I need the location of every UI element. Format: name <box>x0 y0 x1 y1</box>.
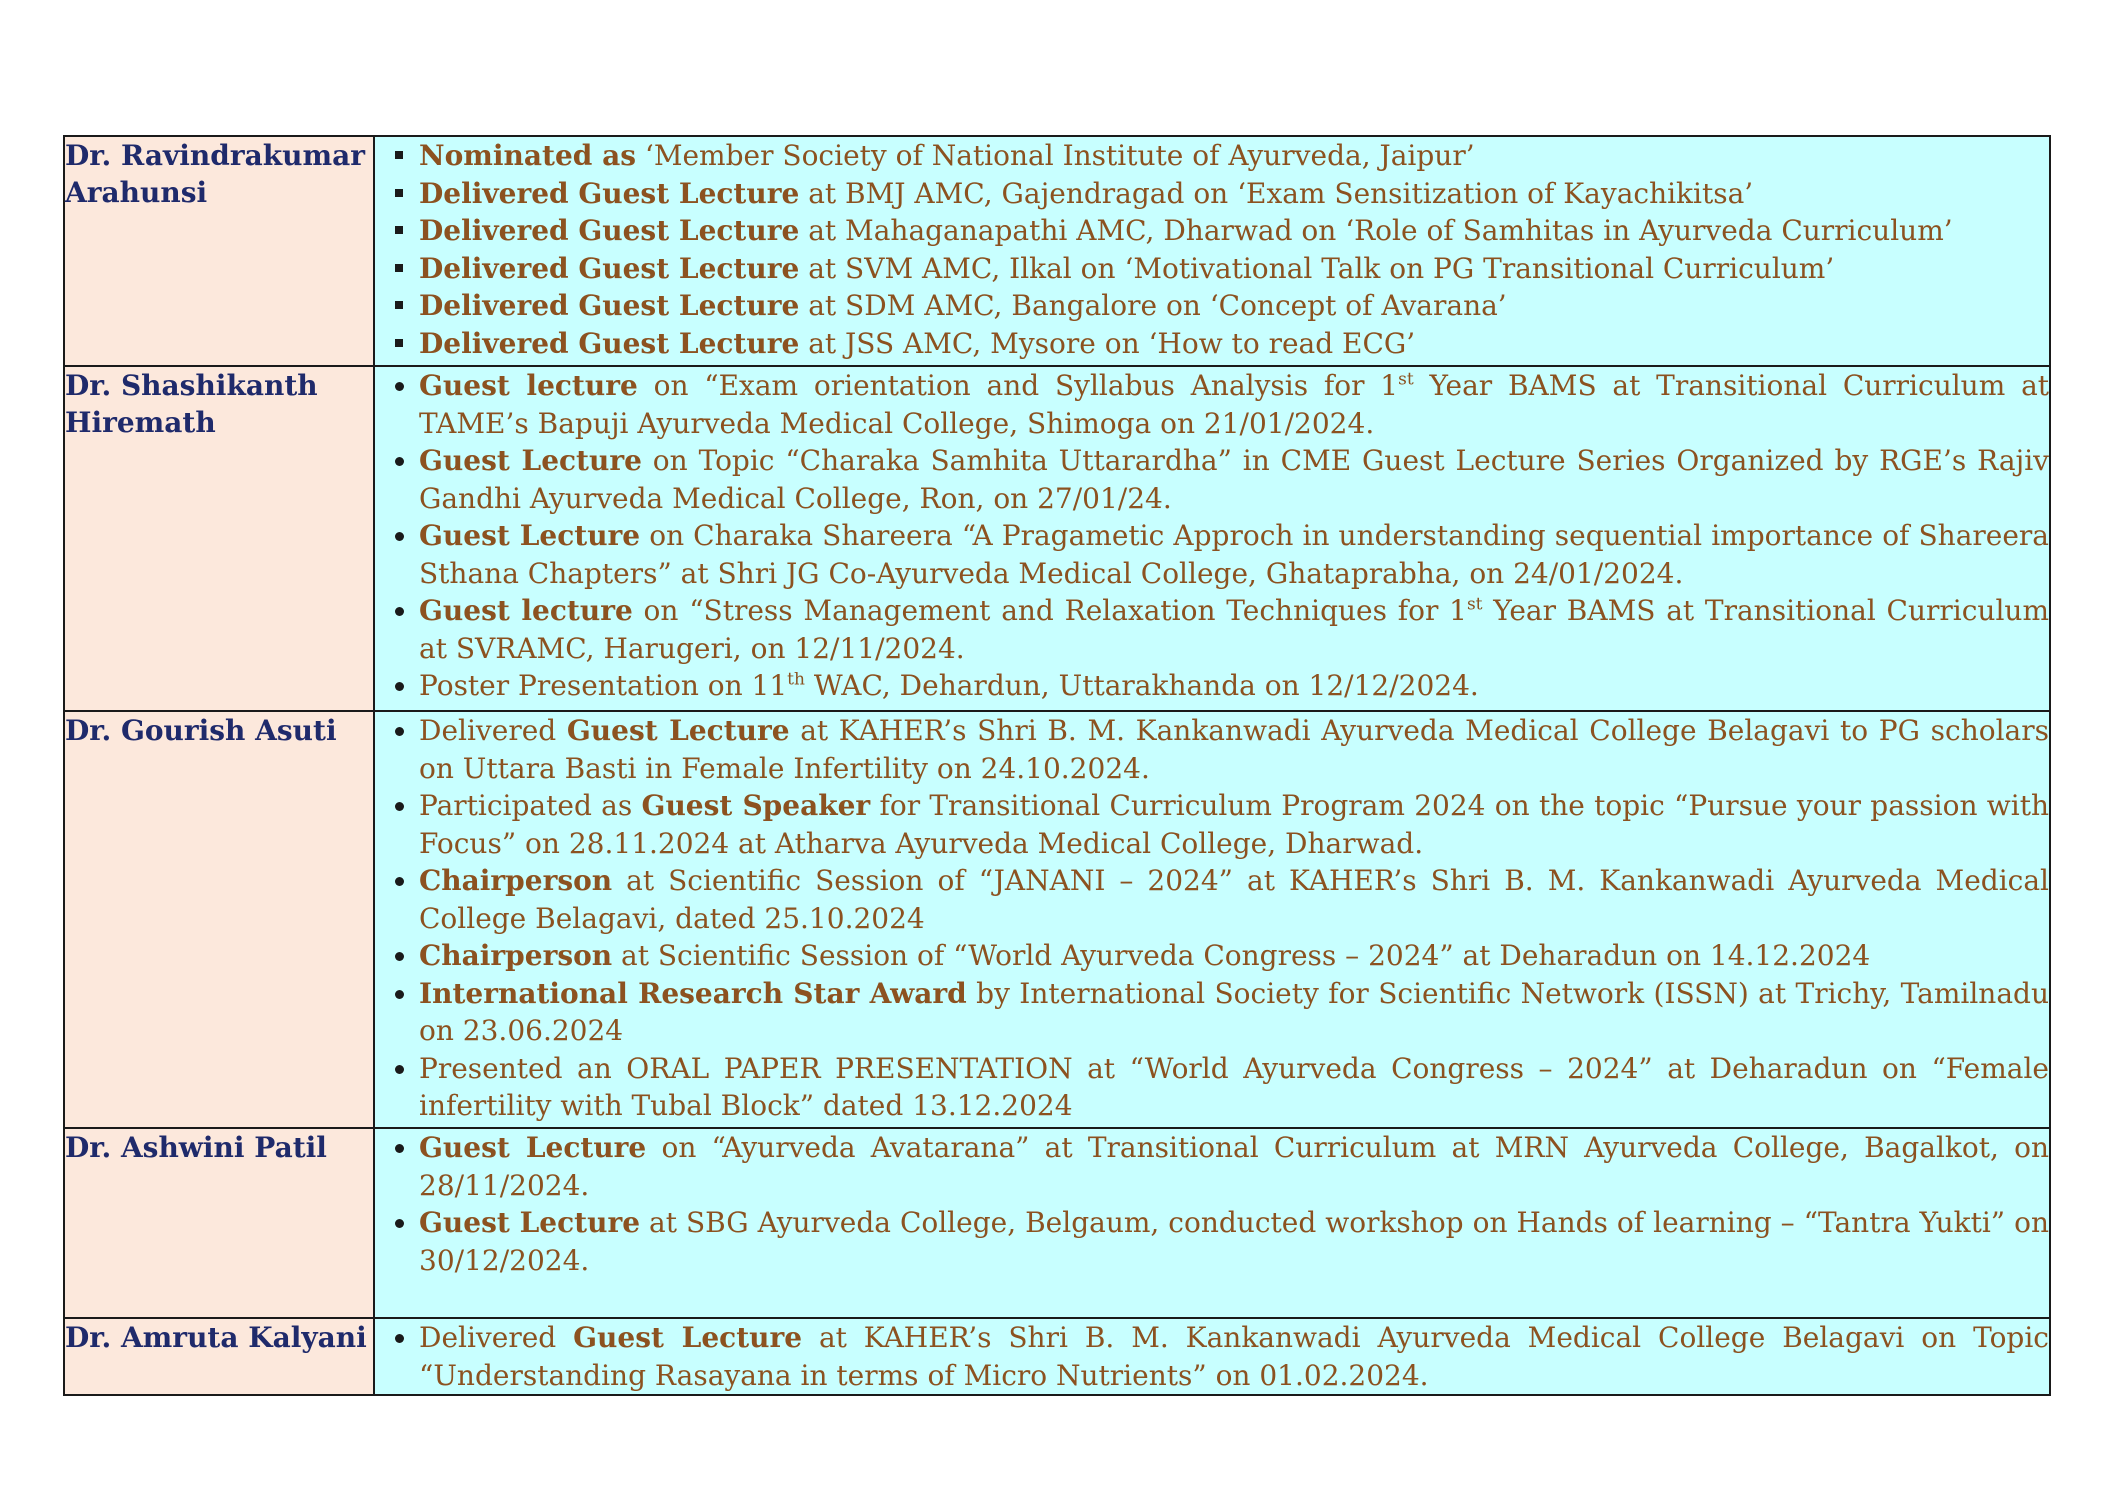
item-text: on “Exam orientation and Syllabus Analysis for 1 <box>637 369 1399 402</box>
item-text: on Topic “Charaka Samhita Uttarardha” in CME Guest Lecture Series Organized by RGE’s Rajiv Gandhi Ayurveda Medical College, Ron, on 27/01/24. <box>419 444 2049 515</box>
list-item <box>375 517 2049 592</box>
item-highlight: International Research Star Award <box>419 976 967 1010</box>
item-superscript: th <box>787 669 805 690</box>
item-highlight: Nominated as <box>419 139 637 172</box>
list-item <box>375 975 2049 1050</box>
item-highlight: Guest Lecture <box>419 1131 647 1164</box>
table-row <box>64 1318 2050 1395</box>
achievement-list <box>375 1319 2049 1394</box>
list-item <box>375 287 2049 325</box>
achievements-cell <box>374 366 2050 711</box>
item-text-continued: Year BAMS at Transitional Curriculum at TAME’s Bapuji Ayurveda Medical College, Shimoga on 21/01/2024. <box>419 369 2050 440</box>
list-item <box>375 212 2049 250</box>
achievement-list <box>375 712 2049 1125</box>
list-item <box>375 937 2049 975</box>
item-text: at KAHER’s Shri B. M. Kankanwadi Ayurveda Medical College Belagavi to PG scholars on Uttara Basti in Female Infertility on 24.10.2024. <box>419 714 2049 785</box>
list-item <box>375 667 2049 705</box>
list-item <box>375 1129 2049 1204</box>
item-text: Poster Presentation on 11 <box>419 669 788 702</box>
achievements-cell <box>374 1128 2050 1318</box>
table-row <box>64 136 2050 366</box>
faculty-name: Dr. Shashikanth Hiremath <box>65 369 318 439</box>
item-text: at BMJ AMC, Gajendragad on ‘Exam Sensitization of Kayachikitsa’ <box>799 176 1754 210</box>
faculty-name-cell <box>64 136 374 366</box>
item-text: on “Ayurveda Avatarana” at Transitional Curriculum at MRN Ayurveda College, Bagalkot, on 28/11/2024. <box>419 1131 2049 1202</box>
item-highlight: Guest Speaker <box>641 789 871 822</box>
item-prefix: Participated as <box>419 789 642 822</box>
item-text: on “Stress Management and Relaxation Techniques for 1 <box>632 594 1467 627</box>
item-text: at Scientific Session of “World Ayurveda Congress – 2024” at Deharadun on 14.12.2024 <box>612 939 1871 972</box>
item-text: for Transitional Curriculum Program 2024 on the topic “Pursue your passion with Focus” on 28.11.2024 at Atharva Ayurveda Medical College, Dharwad. <box>419 789 2049 860</box>
list-item <box>375 325 2049 363</box>
list-item <box>375 862 2049 937</box>
item-highlight: Delivered Guest Lecture <box>419 214 800 247</box>
achievements-cell <box>374 136 2050 366</box>
list-item <box>375 787 2049 862</box>
achievement-list <box>375 1129 2049 1279</box>
item-text: on Charaka Shareera “A Pragametic Approch in understanding sequential importance of Shareera Sthana Chapters” at Shri JG Co-Ayurveda Medical College, Ghataprabha, on 24/01/2024. <box>419 519 2050 590</box>
achievements-table-body <box>64 136 2050 1395</box>
list-item <box>375 712 2049 787</box>
item-prefix: Delivered <box>419 1321 574 1354</box>
faculty-name: Dr. Gourish Asuti <box>65 714 337 747</box>
item-text: at JSS AMC, Mysore on ‘How to read ECG’ <box>799 326 1416 360</box>
achievements-cell <box>374 1318 2050 1395</box>
table-row <box>64 711 2050 1128</box>
item-highlight: Chairperson <box>419 939 613 972</box>
faculty-name-cell <box>64 1128 374 1318</box>
item-highlight: Guest lecture <box>419 594 633 627</box>
faculty-name: Dr. Amruta Kalyani <box>65 1321 367 1354</box>
item-text-continued: WAC, Dehardun, Uttarakhanda on 12/12/2024. <box>804 669 1479 702</box>
achievement-list <box>375 137 2049 362</box>
faculty-name-cell <box>64 366 374 711</box>
table-row <box>64 1128 2050 1318</box>
item-highlight: Guest lecture <box>419 369 638 402</box>
faculty-name-cell <box>64 1318 374 1395</box>
item-text: by International Society for Scientific Network (ISSN) at Trichy, Tamilnadu on 23.06.2024 <box>419 976 2049 1047</box>
item-highlight: Guest Lecture <box>419 519 641 552</box>
item-text: at KAHER’s Shri B. M. Kankanwadi Ayurveda Medical College Belagavi on Topic “Understanding Rasayana in terms of Micro Nutrients” on 01.02.2024. <box>419 1321 2049 1392</box>
item-highlight: Delivered Guest Lecture <box>419 289 800 322</box>
item-highlight: Guest Lecture <box>419 444 642 477</box>
item-highlight: Delivered Guest Lecture <box>419 176 800 210</box>
faculty-name: Dr. Ravindrakumar Arahunsi <box>65 139 366 209</box>
list-item <box>375 1319 2049 1394</box>
list-item <box>375 1204 2049 1279</box>
item-text-continued: Year BAMS at Transitional Curriculum at SVRAMC, Harugeri, on 12/11/2024. <box>419 594 2049 665</box>
item-highlight: Delivered Guest Lecture <box>419 326 800 360</box>
item-highlight: Chairperson <box>419 864 613 897</box>
item-highlight: Guest Lecture <box>419 1206 641 1239</box>
faculty-name: Dr. Ashwini Patil <box>65 1131 327 1164</box>
list-item <box>375 137 2049 175</box>
item-text: at Scientific Session of “JANANI – 2024” at KAHER’s Shri B. M. Kankanwadi Ayurveda Medical College Belagavi, dated 25.10.2024 <box>419 864 2049 935</box>
item-highlight: Guest Lecture <box>566 714 790 747</box>
item-highlight: Guest Lecture <box>573 1321 803 1354</box>
item-text: at SVM AMC, Ilkal on ‘Motivational Talk on PG Transitional Curriculum’ <box>799 251 1835 285</box>
item-text: Presented an ORAL PAPER PRESENTATION at “World Ayurveda Congress – 2024” at Deharadun on “Female infertility with Tubal Block” dated 13.12.2024 <box>419 1051 2049 1122</box>
list-item <box>375 592 2049 667</box>
achievements-table <box>63 135 2051 1396</box>
list-item <box>375 250 2049 288</box>
table-row <box>64 366 2050 711</box>
faculty-name-cell <box>64 711 374 1128</box>
item-text: at SDM AMC, Bangalore on ‘Concept of Avarana’ <box>799 289 1507 322</box>
item-highlight: Delivered Guest Lecture <box>419 251 800 285</box>
item-text: at SBG Ayurveda College, Belgaum, conducted workshop on Hands of learning – “Tantra Yukti” on 30/12/2024. <box>419 1206 2050 1277</box>
list-item <box>375 1050 2049 1125</box>
list-item <box>375 175 2049 213</box>
item-prefix: Delivered <box>419 714 567 747</box>
item-text: at Mahaganapathi AMC, Dharwad on ‘Role of Samhitas in Ayurveda Curriculum’ <box>799 214 1953 247</box>
item-superscript: st <box>1466 594 1483 615</box>
list-item <box>375 442 2049 517</box>
item-text: ‘Member Society of National Institute of Ayurveda, Jaipur’ <box>636 139 1475 172</box>
item-superscript: st <box>1398 369 1414 390</box>
achievement-list <box>375 367 2049 705</box>
list-item <box>375 367 2049 442</box>
achievements-cell <box>374 711 2050 1128</box>
